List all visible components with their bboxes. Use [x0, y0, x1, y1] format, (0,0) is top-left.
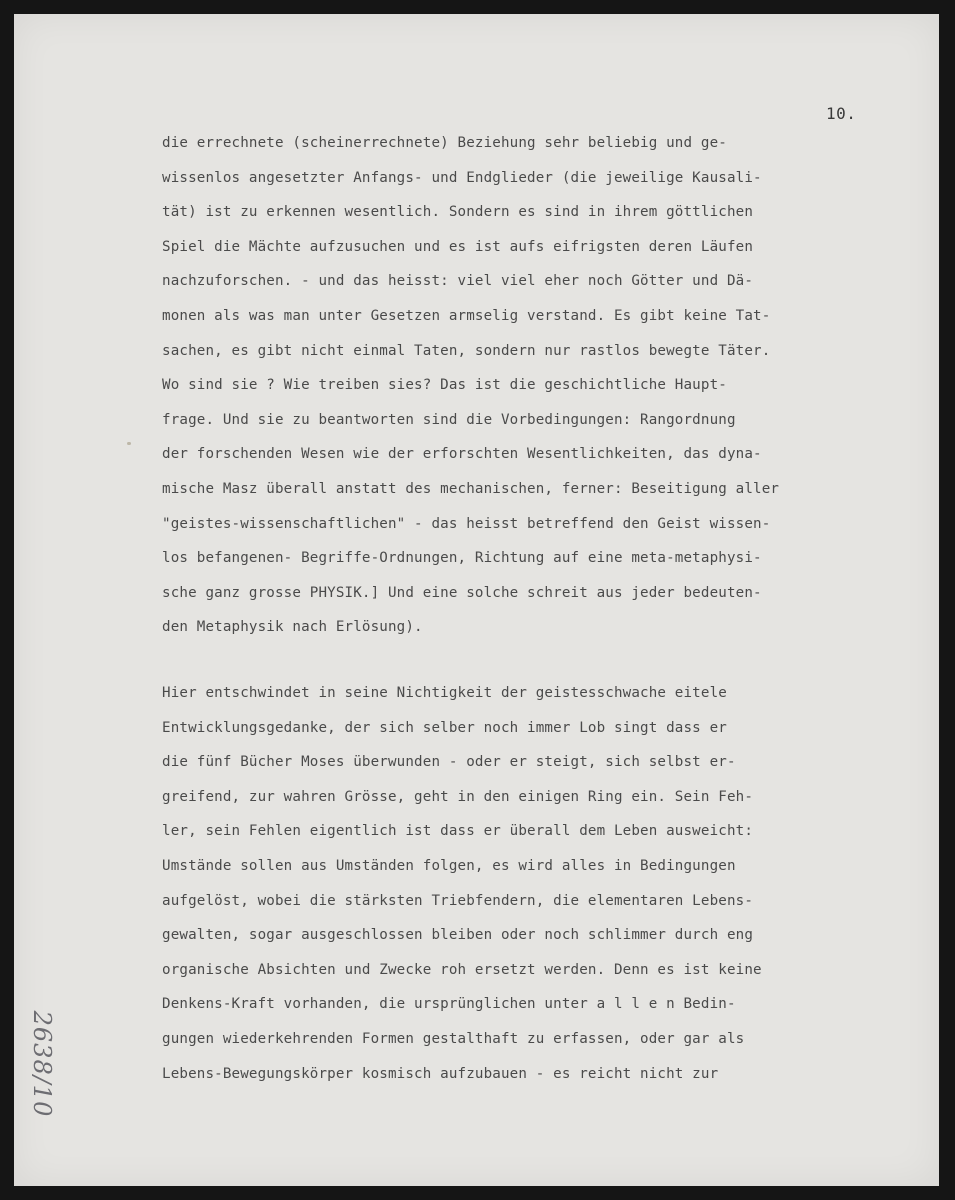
paper-speck	[127, 442, 131, 445]
text-line: organische Absichten und Zwecke roh ersetzt werden. Denn es ist keine	[162, 961, 762, 978]
text-line: Denkens-Kraft vorhanden, die ursprünglichen unter a l l e n Bedin-	[162, 996, 736, 1013]
text-line: nachzuforschen. - und das heisst: viel viel eher noch Götter und Dä-	[162, 273, 754, 290]
text-line: die fünf Bücher Moses überwunden - oder er steigt, sich selbst er-	[162, 754, 736, 771]
text-line: sachen, es gibt nicht einmal Taten, sondern nur rastlos bewegte Täter.	[162, 342, 771, 359]
text-line: monen als was man unter Gesetzen armselig verstand. Es gibt keine Tat-	[162, 307, 771, 324]
text-line: Lebens-Bewegungskörper kosmisch aufzubauen - es reicht nicht zur	[162, 1065, 719, 1082]
text-line: sche ganz grosse PHYSIK.] Und eine solche schreit aus jeder bedeuten-	[162, 584, 762, 601]
text-line: Wo sind sie ? Wie treiben sies? Das ist die geschichtliche Haupt-	[162, 377, 727, 394]
text-line: greifend, zur wahren Grösse, geht in den einigen Ring ein. Sein Feh-	[162, 788, 754, 805]
text-line: "geistes-wissenschaftlichen" - das heisst betreffend den Geist wissen-	[162, 515, 771, 532]
text-line: der forschenden Wesen wie der erforschten Wesentlichkeiten, das dyna-	[162, 446, 762, 463]
paragraph-1	[162, 126, 902, 645]
text-line: gewalten, sogar ausgeschlossen bleiben oder noch schlimmer durch eng	[162, 927, 754, 944]
text-line: wissenlos angesetzter Anfangs- und Endglieder (die jeweilige Kausali-	[162, 169, 762, 186]
text-line: frage. Und sie zu beantworten sind die Vorbedingungen: Rangordnung	[162, 411, 736, 428]
text-line: mische Masz überall anstatt des mechanischen, ferner: Beseitigung aller	[162, 480, 780, 497]
archive-number: 2638/10	[28, 1010, 56, 1118]
text-line: los befangenen- Begriffe-Ordnungen, Richtung auf eine meta-metaphysi-	[162, 550, 762, 567]
paragraph-2	[162, 676, 902, 1091]
margin-pencil-note	[22, 980, 56, 1150]
page-number: 10.	[826, 104, 857, 123]
text-line: den Metaphysik nach Erlösung).	[162, 619, 423, 636]
text-line: gungen wiederkehrenden Formen gestalthaft zu erfassen, oder gar als	[162, 1030, 745, 1047]
text-line: tät) ist zu erkennen wesentlich. Sondern es sind in ihrem göttlichen	[162, 204, 754, 221]
text-line: ler, sein Fehlen eigentlich ist dass er überall dem Leben ausweicht:	[162, 823, 754, 840]
text-line: aufgelöst, wobei die stärksten Triebfendern, die elementaren Lebens-	[162, 892, 754, 909]
text-line: Entwicklungsgedanke, der sich selber noch immer Lob singt dass er	[162, 719, 727, 736]
text-line: Hier entschwindet in seine Nichtigkeit der geistesschwache eitele	[162, 685, 727, 701]
text-line: die errechnete (scheinerrechnete) Beziehung sehr beliebig und ge-	[162, 135, 727, 151]
text-line: Umstände sollen aus Umständen folgen, es wird alles in Bedingungen	[162, 857, 736, 874]
text-line: Spiel die Mächte aufzusuchen und es ist aufs eifrigsten deren Läufen	[162, 238, 754, 255]
